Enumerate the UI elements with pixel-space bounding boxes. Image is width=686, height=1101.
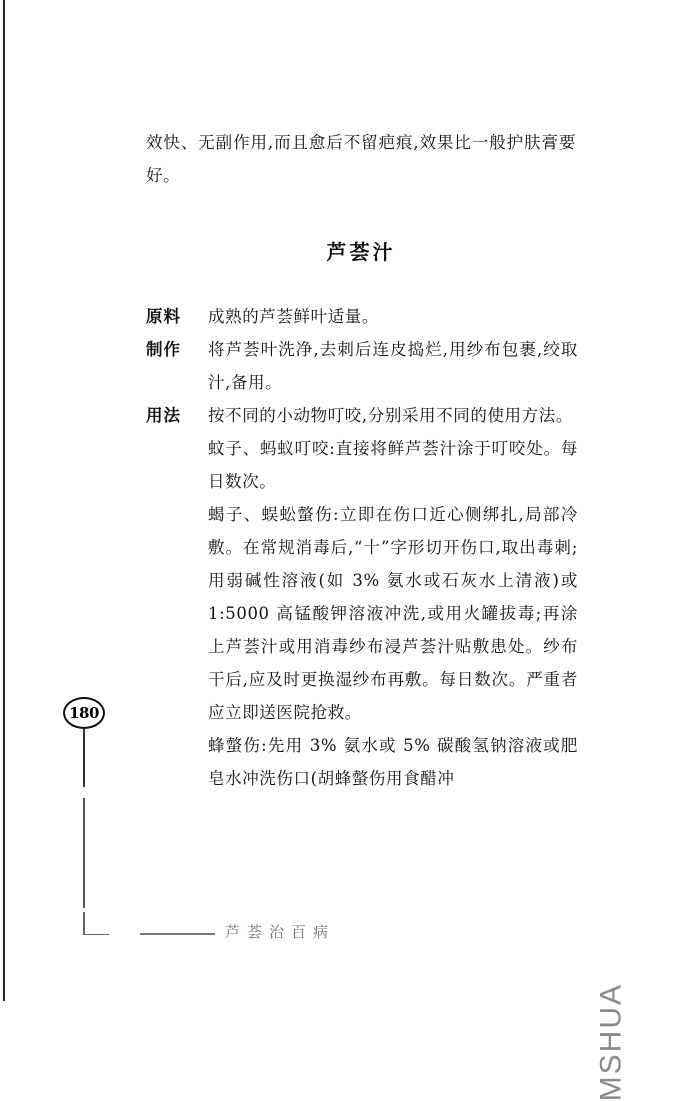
watermark-anchor: [594, 983, 638, 1101]
entry-label-ingredients: 原料: [146, 307, 181, 326]
entry-preparation: [146, 333, 578, 399]
entry-body-usage: [208, 399, 578, 795]
entry-body-ingredients: [208, 300, 578, 333]
watermark-text: MSHUA: [594, 983, 627, 1101]
usage-paragraph-scorpion-centipede: 蝎子、蜈蚣螫伤:立即在伤口近心侧绑扎,局部冷敷。在常规消毒后,“十”字形切开伤口,取出毒刺;用弱碱性溶液(如 3% 氨水或石灰水上清液)或 1:5000 高锰酸钾溶液冲洗,或用火罐拔毒;再涂上芦荟汁或用消毒纱布浸芦荟汁贴敷患处。纱布干后,应及时更换湿纱布再敷。每日数次。严重者应立即送医院抢救。: [208, 505, 578, 722]
entry-label-preparation: 制作: [146, 340, 181, 359]
entry-text: 成熟的芦荟鲜叶适量。: [208, 307, 379, 326]
usage-paragraph-mosquito-ant: 蚊子、蚂蚁叮咬:直接将鲜芦荟汁涂于叮咬处。每日数次。: [208, 439, 578, 491]
usage-paragraph-general: 按不同的小动物叮咬,分别采用不同的使用方法。: [208, 406, 573, 425]
section-title: 芦荟汁: [326, 240, 396, 264]
recipe-entries: [146, 300, 578, 795]
usage-paragraph-bee-sting: 蜂螫伤:先用 3% 氨水或 5% 碳酸氢钠溶液或肥皂水冲洗伤口(胡蜂螫伤用食醋冲: [208, 736, 578, 788]
footer-rule: [140, 933, 215, 935]
page-number-badge: [63, 697, 105, 729]
entry-usage: [146, 399, 578, 795]
entry-body-preparation: [208, 333, 578, 399]
registration-corner-mark: [83, 912, 109, 935]
running-title: 芦荟治百病: [225, 923, 336, 941]
section-heading-wrap: [146, 236, 576, 266]
intro-paragraph: 效快、无副作用,而且愈后不留疤痕,效果比一般护肤膏要好。: [146, 133, 576, 185]
scan-edge-line: [3, 0, 5, 1001]
page-margin-rule: [83, 798, 85, 908]
entry-ingredients: [146, 300, 578, 333]
corner-mark-vertical: [83, 912, 85, 935]
page-number: 180: [69, 703, 99, 722]
entry-text: 将芦荟叶洗净,去刺后连皮捣烂,用纱布包裹,绞取汁,备用。: [208, 340, 578, 392]
intro-paragraph-block: [146, 126, 576, 192]
page-number-stem-rule: [83, 729, 85, 787]
entry-label-usage: 用法: [146, 406, 181, 425]
corner-mark-horizontal: [83, 934, 109, 936]
